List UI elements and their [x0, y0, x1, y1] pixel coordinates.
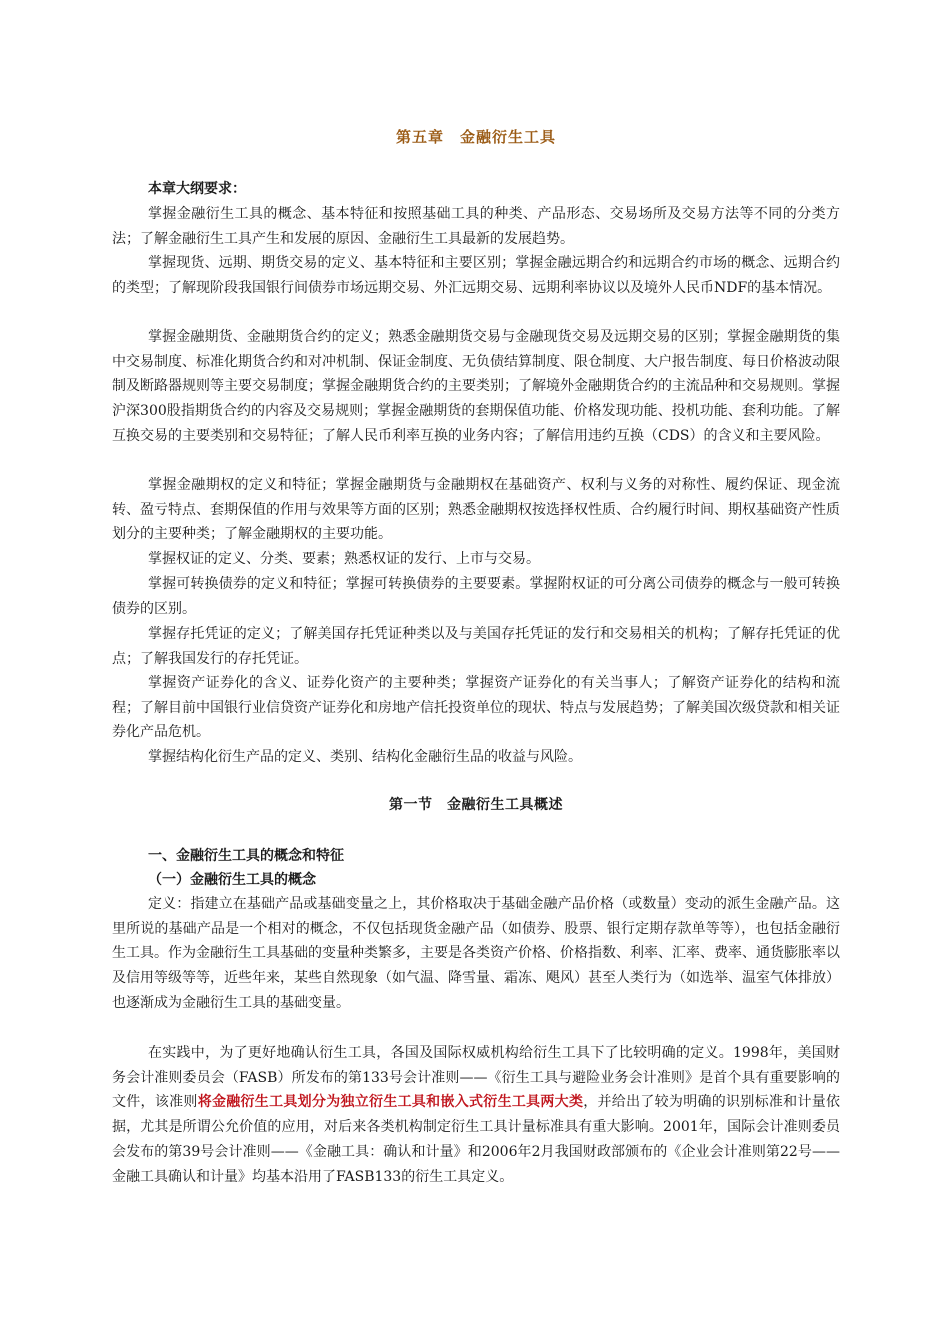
outline-paragraph: 掌握权证的定义、分类、要素；熟悉权证的发行、上市与交易。: [148, 551, 540, 567]
outline-paragraph: 掌握结构化衍生产品的定义、类别、结构化金融衍生品的收益与风险。: [148, 749, 582, 765]
outline-paragraph: 掌握金融期权的定义和特征；掌握金融期货与金融期权在基础资产、权利与义务的对称性、履约保证、现金流转、盈亏特点、套期保值的作用与效果等方面的区别；熟悉金融期权按选择权性质、合约履行时间、期权基础资产性质划分的主要种类；了解金融期权的主要功能。: [112, 477, 840, 543]
outline-paragraph: 掌握资产证券化的含义、证券化资产的主要种类；掌握资产证券化的有关当事人；了解资产证券化的结构和流程；了解目前中国银行业信贷资产证券化和房地产信托投资单位的现状、特点与发展趋势；了解美国次级贷款和相关证券化产品危机。: [112, 675, 840, 741]
outline-heading: 本章大纲要求：: [148, 181, 246, 197]
outline-paragraph: 掌握金融期货、金融期货合约的定义；熟悉金融期货交易与金融现货交易及远期交易的区别；掌握金融期货的集中交易制度、标准化期货合约和对冲机制、保证金制度、无负债结算制度、限仓制度、大户报告制度、每日价格波动限制及断路器规则等主要交易制度；掌握金融期货合约的主要类别；了解境外金融期货合约的主流品种和交易规则。掌握沪深300股指期货合约的内容及交易规则；掌握金融期货的套期保值功能、价格发现功能、投机功能、套利功能。了解互换交易的主要类别和交易特征；了解人民币利率互换的业务内容；了解信用违约互换（CDS）的含义和主要风险。: [112, 329, 840, 444]
chapter-title: 第五章 金融衍生工具: [395, 128, 556, 146]
section-title: 第一节 金融衍生工具概述: [389, 797, 563, 813]
practice-paragraph: [112, 1041, 840, 1189]
practice-text-after: ，并给出了较为明确的识别标准和计量依据，尤其是所谓公允价值的应用，对后来各类机构制定衍生工具计量标准具有重大影响。2001年，国际会计准则委员会发布的第39号会计准则——《金融工具：确认和计量》和2006年2月我国财政部颁布的《企业会计准则第22号——金融工具确认和计量》均基本沿用了FASB133的衍生工具定义。: [112, 1094, 841, 1185]
practice-text-before: 在实践中，为了更好地确认衍生工具，各国及国际权威机构给衍生工具下了比较明确的定义。1998年，美国财务会计准则委员会（FASB）所发布的第133号会计准则——《衍生工具与避险业务会计准则》是首个具有重要影响的文件，该准则: [112, 1045, 840, 1111]
outline-paragraph: 掌握现货、远期、期货交易的定义、基本特征和主要区别；掌握金融远期合约和远期合约市场的概念、远期合约的类型；了解现阶段我国银行间债券市场远期交易、外汇远期交易、远期利率协议以及境外人民币NDF的基本情况。: [112, 255, 840, 296]
outline-paragraph: 掌握可转换债券的定义和特征；掌握可转换债券的主要要素。掌握附权证的可分离公司债券的概念与一般可转换债券的区别。: [112, 576, 840, 617]
outline-paragraph: 掌握存托凭证的定义；了解美国存托凭证种类以及与美国存托凭证的发行和交易相关的机构；了解存托凭证的优点；了解我国发行的存托凭证。: [112, 626, 840, 667]
sub-sub-heading: （一）金融衍生工具的概念: [148, 872, 316, 888]
outline-paragraph: 掌握金融衍生工具的概念、基本特征和按照基础工具的种类、产品形态、交易场所及交易方法等不同的分类方法；了解金融衍生工具产生和发展的原因、金融衍生工具最新的发展趋势。: [112, 206, 840, 247]
subsection-heading: 一、金融衍生工具的概念和特征: [148, 848, 344, 864]
definition-paragraph: 定义：指建立在基础产品或基础变量之上，其价格取决于基础金融产品价格（或数量）变动的派生金融产品。这里所说的基础产品是一个相对的概念，不仅包括现货金融产品（如债券、股票、银行定期存款单等等），也包括金融衍生工具。作为金融衍生工具基础的变量种类繁多，主要是各类资产价格、价格指数、利率、汇率、费率、通货膨胀率以及信用等级等等，近些年来，某些自然现象（如气温、降雪量、霜冻、飓风）甚至人类行为（如选举、温室气体排放）也逐渐成为金融衍生工具的基础变量。: [112, 896, 840, 1011]
highlighted-text: 将金融衍生工具划分为独立衍生工具和嵌入式衍生工具两大类: [197, 1094, 584, 1111]
